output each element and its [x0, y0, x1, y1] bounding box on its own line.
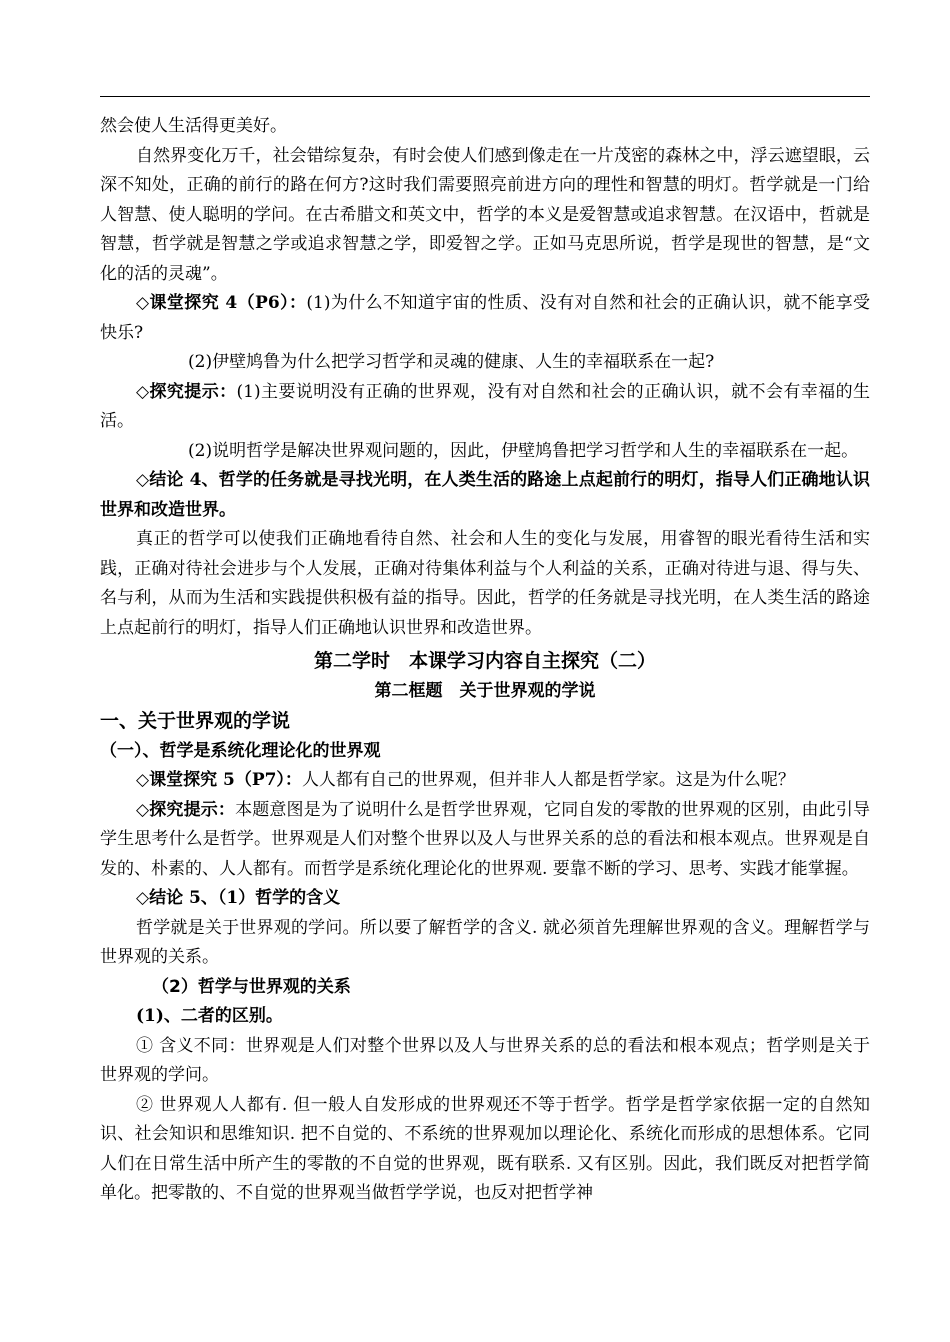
document-body [100, 112, 870, 1209]
lesson-heading: 第二学时 本课学习内容自主探究（二） [313, 650, 656, 672]
hint-4 [100, 378, 870, 437]
conclusion-4: ◇结论 4、哲学的任务就是寻找光明，在人类生活的路途上点起前行的明灯，指导人们正确地认识世界和改造世界。 [100, 470, 870, 520]
inquiry-5-text: 人人都有自己的世界观，但并非人人都是哲学家。这是为什么呢？ [301, 770, 795, 790]
hint-5-text: 本题意图是为了说明什么是哲学世界观，它同自发的零散的世界观的区别，由此引导学生思考什么是哲学。世界观是人们对整个世界以及人与世界关系的总的看法和根本观点。世界观是自发的、朴素的、人人都有。而哲学是系统化理论化的世界观. 要靠不断的学习、思考、实践才能掌握。 [100, 799, 870, 879]
paragraph-continuation: 然会使人生活得更美好。 [100, 116, 287, 136]
inquiry-5-label: ◇课堂探究 5（P7）： [136, 770, 302, 790]
hint-5-label: ◇探究提示： [136, 799, 236, 820]
conclusion-5: ◇结论 5、（1）哲学的含义 [136, 888, 341, 908]
frame-heading: 第二框题 关于世界观的学说 [374, 681, 596, 701]
relation-heading: （2）哲学与世界观的关系 [152, 976, 351, 997]
difference-item-2: ② 世界观人人都有. 但一般人自发形成的世界观还不等于哲学。哲学是哲学家依据一定的自然知识、社会知识和思维知识. 把不自觉的、不系统的世界观加以理论化、系统化而形成的思想体系。它同人们在日常生活中所产生的零散的不自觉的世界观，既有联系. 又有区别。因此，我们既反对把哲学简单化。把零散的、不自觉的世界观当做哲学学说，也反对把哲学神 [100, 1094, 870, 1203]
hint-4-label: ◇探究提示： [136, 381, 237, 402]
difference-heading: (1)、二者的区别。 [136, 1006, 283, 1026]
hint-4-text: (1)主要说明没有正确的世界观，没有对自然和社会的正确认识，就不会有幸福的生活。 [100, 381, 870, 431]
paragraph-true-philosophy: 真正的哲学可以使我们正确地看待自然、社会和人生的变化与发展，用睿智的眼光看待生活和实践，正确对待社会进步与个人发展，正确对待集体利益与个人利益的关系，正确对待进与退、得与失、名与利，从而为生活和实践提供积极有益的指导。因此，哲学的任务就是寻找光明，在人类生活的路途上点起前行的明灯，指导人们正确地认识世界和改造世界。 [100, 529, 870, 638]
hint-5 [100, 796, 870, 885]
paragraph-nature: 自然界变化万千，社会错综复杂，有时会使人们感到像走在一片茂密的森林之中，浮云遮望眼，云深不知处，正确的前行的路在何方?这时我们需要照亮前进方向的理性和智慧的明灯。哲学就是一门给人智慧、使人聪明的学问。在古希腊文和英文中，哲学的本义是爱智慧或追求智慧。在汉语中，哲就是智慧，哲学就是智慧之学或追求智慧之学，即爱智之学。正如马克思所说，哲学是现世的智慧，是“文化的活的灵魂”。 [100, 145, 870, 284]
inquiry-5 [100, 766, 870, 796]
paragraph-philosophy-meaning: 哲学就是关于世界观的学问。所以要了解哲学的含义. 就必须首先理解世界观的含义。理解哲学与世界观的关系。 [100, 917, 870, 967]
subsection-heading-1: （一）、哲学是系统化理论化的世界观 [100, 741, 381, 761]
inquiry-4 [100, 289, 870, 348]
inquiry-4-text: (1)为什么不知道宇宙的性质、没有对自然和社会的正确认识，就不能享受快乐? [100, 293, 870, 343]
header-rule [100, 96, 870, 97]
difference-item-1: ① 含义不同：世界观是人们对整个世界以及人与世界关系的总的看法和根本观点；哲学则是关于世界观的学问。 [100, 1035, 870, 1085]
section-heading-1: 一、关于世界观的学说 [100, 710, 291, 732]
inquiry-4-label: ◇课堂探究 4（P6）： [136, 293, 307, 313]
inquiry-4-part2: (2)伊壁鸠鲁为什么把学习哲学和灵魂的健康、人生的幸福联系在一起? [188, 352, 715, 372]
hint-4-part2: (2)说明哲学是解决世界观问题的，因此，伊壁鸠鲁把学习哲学和人生的幸福联系在一起。 [188, 440, 859, 461]
